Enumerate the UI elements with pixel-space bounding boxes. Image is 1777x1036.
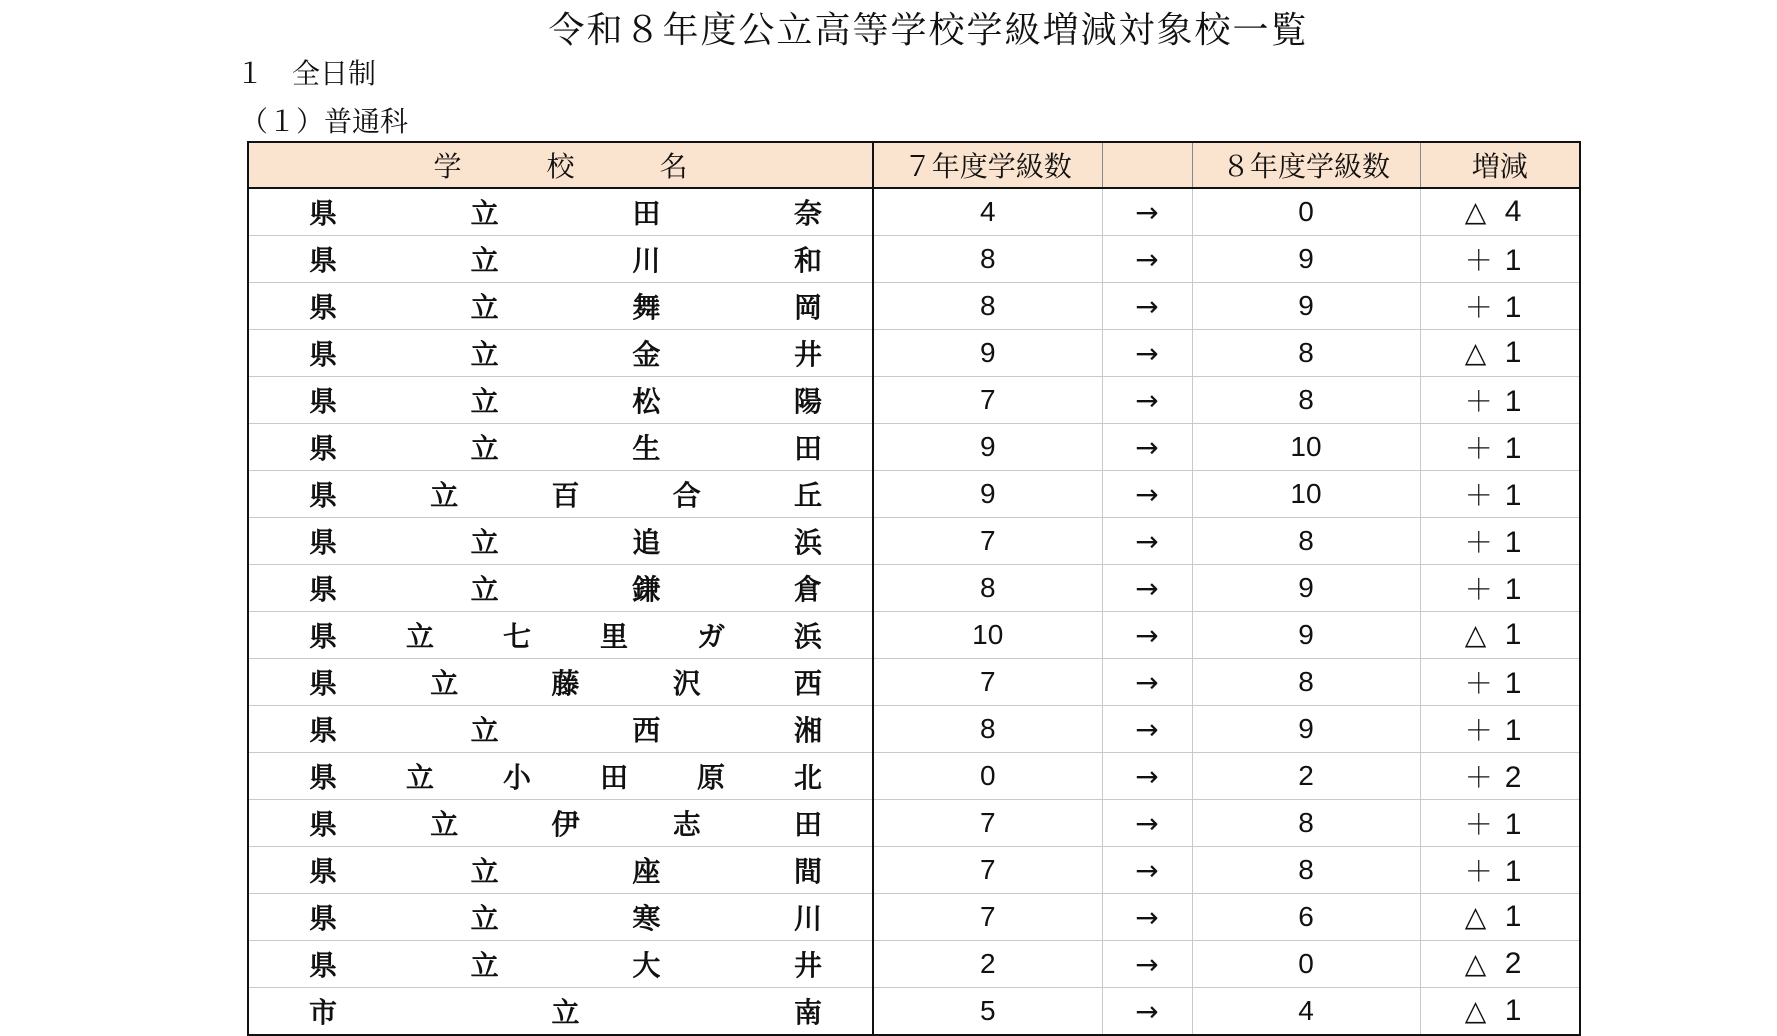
classes-y7-cell: 0 — [873, 753, 1102, 800]
classes-y7-cell: 7 — [873, 518, 1102, 565]
change-cell — [1420, 471, 1580, 518]
school-name-cell — [248, 706, 873, 753]
change-sign: ＋ — [1464, 761, 1493, 794]
school-name-char: 田 — [793, 808, 822, 841]
change-value — [1465, 427, 1535, 467]
school-name-char: 立 — [470, 291, 499, 324]
change-cell — [1420, 659, 1580, 706]
change-cell — [1420, 377, 1580, 424]
school-name-char: 立 — [470, 244, 499, 277]
arrow-cell: → — [1102, 988, 1192, 1036]
school-name-char: 大 — [632, 949, 661, 982]
classes-y8-cell: 8 — [1192, 518, 1420, 565]
change-amount: 1 — [1504, 855, 1522, 888]
school-name-char: 田 — [793, 432, 822, 465]
table-body — [248, 188, 1580, 1035]
change-cell — [1420, 941, 1580, 988]
school-name-char: 舞 — [632, 291, 661, 324]
school-name-char: 県 — [309, 197, 338, 230]
change-sign: ＋ — [1464, 667, 1493, 700]
change-cell — [1420, 283, 1580, 330]
classes-y8-cell: 8 — [1192, 800, 1420, 847]
header-school-name — [248, 142, 873, 188]
table-row — [248, 424, 1580, 471]
classes-y8-cell: 10 — [1192, 471, 1420, 518]
table-row — [248, 706, 1580, 753]
classes-y7-cell: 8 — [873, 565, 1102, 612]
change-amount: 1 — [1504, 808, 1522, 841]
change-cell — [1420, 236, 1580, 283]
table-row — [248, 612, 1580, 659]
classes-y7-cell: 7 — [873, 377, 1102, 424]
table-row — [248, 847, 1580, 894]
change-cell — [1420, 800, 1580, 847]
classes-y8-cell: 0 — [1192, 188, 1420, 236]
classes-y7-cell: 8 — [873, 236, 1102, 283]
change-cell — [1420, 988, 1580, 1036]
header-school-name-char: 校 — [546, 150, 575, 183]
school-name-char: 県 — [309, 244, 338, 277]
change-amount: 1 — [1504, 573, 1522, 606]
table-row — [248, 753, 1580, 800]
school-name-cell — [248, 283, 873, 330]
school-name-char: 市 — [309, 996, 338, 1029]
school-name-char: 金 — [632, 338, 661, 371]
school-class-change-table — [247, 141, 1581, 1036]
classes-y8-cell: 6 — [1192, 894, 1420, 941]
change-amount: 1 — [1504, 994, 1522, 1027]
change-value — [1465, 803, 1535, 843]
school-name-char: 立 — [405, 620, 434, 653]
arrow-cell: → — [1102, 236, 1192, 283]
arrow-cell: → — [1102, 753, 1192, 800]
change-sign: △ — [1464, 994, 1487, 1027]
school-name-char: 立 — [551, 996, 580, 1029]
classes-y7-cell: 7 — [873, 847, 1102, 894]
classes-y7-cell: 2 — [873, 941, 1102, 988]
school-name-cell — [248, 659, 873, 706]
change-value — [1465, 756, 1535, 796]
change-sign: ＋ — [1464, 244, 1493, 277]
school-name-char: 県 — [309, 479, 338, 512]
change-value — [1465, 568, 1535, 608]
school-name-char: 小 — [502, 761, 531, 794]
change-amount: 1 — [1504, 618, 1522, 651]
school-name-char: 県 — [309, 808, 338, 841]
school-name-char: 田 — [632, 197, 661, 230]
table-row — [248, 330, 1580, 377]
arrow-cell: → — [1102, 518, 1192, 565]
school-name-cell — [248, 800, 873, 847]
school-name-cell — [248, 847, 873, 894]
header-change: 増減 — [1420, 142, 1580, 188]
school-name-char: 立 — [470, 385, 499, 418]
change-amount: 1 — [1504, 667, 1522, 700]
school-name-char: 立 — [430, 808, 459, 841]
change-sign: ＋ — [1464, 385, 1493, 418]
change-sign: △ — [1464, 618, 1487, 651]
arrow-cell: → — [1102, 330, 1192, 377]
school-name-char: 岡 — [793, 291, 822, 324]
arrow-cell: → — [1102, 800, 1192, 847]
arrow-cell: → — [1102, 847, 1192, 894]
school-name-char: 県 — [309, 620, 338, 653]
change-value — [1465, 662, 1535, 702]
school-name-char: 追 — [632, 526, 661, 559]
classes-y8-cell: 9 — [1192, 612, 1420, 659]
school-name-char: 井 — [793, 338, 822, 371]
school-name-char: 和 — [793, 244, 822, 277]
school-name-char: 立 — [470, 855, 499, 888]
arrow-cell: → — [1102, 565, 1192, 612]
school-name-char: 立 — [470, 338, 499, 371]
school-name-char: 川 — [632, 244, 661, 277]
section-heading: １ 全日制 — [236, 57, 377, 90]
arrow-cell: → — [1102, 941, 1192, 988]
change-cell — [1420, 330, 1580, 377]
table-row — [248, 800, 1580, 847]
classes-y8-cell: 9 — [1192, 706, 1420, 753]
change-sign: ＋ — [1464, 479, 1493, 512]
table-row — [248, 283, 1580, 330]
classes-y8-cell: 9 — [1192, 565, 1420, 612]
school-name-char: 間 — [793, 855, 822, 888]
change-value — [1465, 994, 1535, 1028]
school-name-char: 丘 — [793, 479, 822, 512]
school-name-char: 県 — [309, 526, 338, 559]
school-name-char: 七 — [502, 620, 531, 653]
change-sign: ＋ — [1464, 573, 1493, 606]
school-name-cell — [248, 894, 873, 941]
table-row — [248, 988, 1580, 1036]
change-cell — [1420, 894, 1580, 941]
school-name-cell — [248, 471, 873, 518]
classes-y7-cell: 7 — [873, 800, 1102, 847]
change-cell — [1420, 847, 1580, 894]
classes-y8-cell: 4 — [1192, 988, 1420, 1036]
school-name — [309, 944, 822, 984]
school-name-char: 奈 — [793, 197, 822, 230]
arrow-cell: → — [1102, 188, 1192, 236]
school-name-char: 立 — [470, 949, 499, 982]
change-amount: 1 — [1504, 244, 1522, 277]
school-name-char: 座 — [632, 855, 661, 888]
school-name — [309, 521, 822, 561]
school-name — [309, 803, 822, 843]
school-name-char: 湘 — [793, 714, 822, 747]
school-name-char: 浜 — [793, 526, 822, 559]
change-sign: △ — [1464, 336, 1487, 369]
school-name-char: 県 — [309, 761, 338, 794]
school-name — [309, 239, 822, 279]
school-name-char: 倉 — [793, 573, 822, 606]
school-name — [309, 568, 822, 608]
arrow-cell: → — [1102, 424, 1192, 471]
school-name-char: 立 — [470, 573, 499, 606]
school-name — [309, 333, 822, 373]
change-amount: 1 — [1504, 291, 1522, 324]
classes-y7-cell: 10 — [873, 612, 1102, 659]
change-sign: △ — [1464, 900, 1487, 933]
arrow-cell: → — [1102, 659, 1192, 706]
school-name-char: 県 — [309, 714, 338, 747]
school-name — [309, 850, 822, 890]
change-value — [1465, 521, 1535, 561]
classes-y8-cell: 8 — [1192, 330, 1420, 377]
change-value — [1465, 474, 1535, 514]
school-name-char: 田 — [599, 761, 628, 794]
school-name — [309, 380, 822, 420]
school-name-char: 立 — [470, 526, 499, 559]
document-title: 令和８年度公立高等学校学級増減対象校一覧 — [548, 10, 1309, 51]
school-name-char: 県 — [309, 385, 338, 418]
arrow-cell: → — [1102, 283, 1192, 330]
school-name-char: 志 — [672, 808, 701, 841]
school-name-char: 伊 — [551, 808, 580, 841]
classes-y7-cell: 7 — [873, 894, 1102, 941]
school-name — [309, 615, 822, 655]
school-name-char: 立 — [430, 479, 459, 512]
arrow-cell: → — [1102, 706, 1192, 753]
school-name-char: 西 — [793, 667, 822, 700]
school-name — [309, 427, 822, 467]
change-cell — [1420, 565, 1580, 612]
change-value — [1465, 336, 1535, 370]
change-value — [1465, 947, 1535, 981]
school-name — [309, 756, 822, 796]
school-name — [309, 897, 822, 937]
change-value — [1465, 709, 1535, 749]
classes-y7-cell: 8 — [873, 283, 1102, 330]
change-sign: △ — [1464, 947, 1487, 980]
school-name-char: 合 — [672, 479, 701, 512]
change-cell — [1420, 706, 1580, 753]
school-name — [309, 286, 822, 326]
header-school-name-char: 名 — [659, 150, 688, 183]
table-row — [248, 941, 1580, 988]
school-name-char: 原 — [696, 761, 725, 794]
arrow-cell: → — [1102, 377, 1192, 424]
school-name-char: 里 — [599, 620, 628, 653]
change-amount: 2 — [1504, 947, 1522, 980]
change-amount: 1 — [1504, 385, 1522, 418]
school-name-char: 藤 — [551, 667, 580, 700]
school-name-char: 鎌 — [632, 573, 661, 606]
classes-y7-cell: 9 — [873, 471, 1102, 518]
header-classes-y8: ８年度学級数 — [1192, 142, 1420, 188]
school-name-cell — [248, 941, 873, 988]
change-value — [1465, 618, 1535, 652]
school-name-char: 立 — [470, 432, 499, 465]
change-amount: 1 — [1504, 479, 1522, 512]
change-sign: ＋ — [1464, 714, 1493, 747]
school-name — [309, 662, 822, 702]
school-name-char: 県 — [309, 573, 338, 606]
change-sign: △ — [1464, 195, 1487, 228]
header-arrow — [1102, 142, 1192, 188]
change-cell — [1420, 612, 1580, 659]
arrow-cell: → — [1102, 612, 1192, 659]
classes-y8-cell: 10 — [1192, 424, 1420, 471]
arrow-cell: → — [1102, 471, 1192, 518]
change-amount: 1 — [1504, 900, 1522, 933]
school-name-cell — [248, 330, 873, 377]
classes-y8-cell: 8 — [1192, 377, 1420, 424]
school-name-char: 西 — [632, 714, 661, 747]
change-value — [1465, 286, 1535, 326]
subsection-heading: （１）普通科 — [240, 105, 409, 138]
change-sign: ＋ — [1464, 526, 1493, 559]
school-name-cell — [248, 377, 873, 424]
school-name-char: 県 — [309, 855, 338, 888]
school-name-cell — [248, 988, 873, 1036]
school-name-char: ガ — [696, 620, 725, 653]
school-name-char: 立 — [470, 902, 499, 935]
school-name-char: 立 — [430, 667, 459, 700]
school-name-char: 県 — [309, 432, 338, 465]
school-name-char: 寒 — [632, 902, 661, 935]
classes-y7-cell: 4 — [873, 188, 1102, 236]
school-name — [309, 192, 822, 232]
school-name — [309, 991, 822, 1031]
change-cell — [1420, 424, 1580, 471]
classes-y8-cell: 8 — [1192, 847, 1420, 894]
school-name-char: 立 — [405, 761, 434, 794]
header-classes-y7: ７年度学級数 — [873, 142, 1102, 188]
school-name-char: 百 — [551, 479, 580, 512]
change-sign: ＋ — [1464, 291, 1493, 324]
classes-y7-cell: 5 — [873, 988, 1102, 1036]
school-name-char: 立 — [470, 197, 499, 230]
school-name-char: 県 — [309, 949, 338, 982]
table-row — [248, 894, 1580, 941]
school-name-char: 陽 — [793, 385, 822, 418]
table-row — [248, 659, 1580, 706]
school-name-char: 北 — [793, 761, 822, 794]
school-name-char: 立 — [470, 714, 499, 747]
change-value — [1465, 900, 1535, 934]
table-header-row — [248, 142, 1580, 188]
school-name-cell — [248, 612, 873, 659]
table-row — [248, 565, 1580, 612]
change-amount: 1 — [1504, 432, 1522, 465]
school-name-char: 川 — [793, 902, 822, 935]
classes-y8-cell: 8 — [1192, 659, 1420, 706]
school-name-char: 県 — [309, 291, 338, 324]
change-sign: ＋ — [1464, 808, 1493, 841]
school-name-char: 県 — [309, 338, 338, 371]
classes-y7-cell: 9 — [873, 424, 1102, 471]
change-value — [1465, 239, 1535, 279]
school-name-char: 南 — [793, 996, 822, 1029]
classes-y8-cell: 9 — [1192, 236, 1420, 283]
school-name-char: 生 — [632, 432, 661, 465]
change-amount: 2 — [1504, 761, 1522, 794]
school-name-char: 沢 — [672, 667, 701, 700]
table-row — [248, 236, 1580, 283]
change-amount: 1 — [1504, 336, 1522, 369]
change-value — [1465, 195, 1535, 229]
header-school-name-char: 学 — [433, 150, 462, 183]
school-name-cell — [248, 565, 873, 612]
table-row — [248, 188, 1580, 236]
school-name-char: 松 — [632, 385, 661, 418]
change-value — [1465, 380, 1535, 420]
classes-y7-cell: 7 — [873, 659, 1102, 706]
school-name-char: 県 — [309, 667, 338, 700]
classes-y8-cell: 2 — [1192, 753, 1420, 800]
change-cell — [1420, 188, 1580, 236]
school-name-char: 浜 — [793, 620, 822, 653]
classes-y7-cell: 9 — [873, 330, 1102, 377]
school-name-cell — [248, 753, 873, 800]
change-amount: 4 — [1504, 195, 1522, 228]
classes-y7-cell: 8 — [873, 706, 1102, 753]
classes-y8-cell: 0 — [1192, 941, 1420, 988]
table-row — [248, 377, 1580, 424]
table-row — [248, 518, 1580, 565]
arrow-cell: → — [1102, 894, 1192, 941]
change-cell — [1420, 753, 1580, 800]
school-name-char: 県 — [309, 902, 338, 935]
school-name — [309, 474, 822, 514]
school-name-cell — [248, 424, 873, 471]
change-cell — [1420, 518, 1580, 565]
change-sign: ＋ — [1464, 855, 1493, 888]
classes-y8-cell: 9 — [1192, 283, 1420, 330]
change-amount: 1 — [1504, 526, 1522, 559]
table-row — [248, 471, 1580, 518]
school-name-cell — [248, 518, 873, 565]
school-name-char: 井 — [793, 949, 822, 982]
school-name-cell — [248, 236, 873, 283]
change-sign: ＋ — [1464, 432, 1493, 465]
school-name-cell — [248, 188, 873, 236]
change-amount: 1 — [1504, 714, 1522, 747]
school-name — [309, 709, 822, 749]
change-value — [1465, 850, 1535, 890]
